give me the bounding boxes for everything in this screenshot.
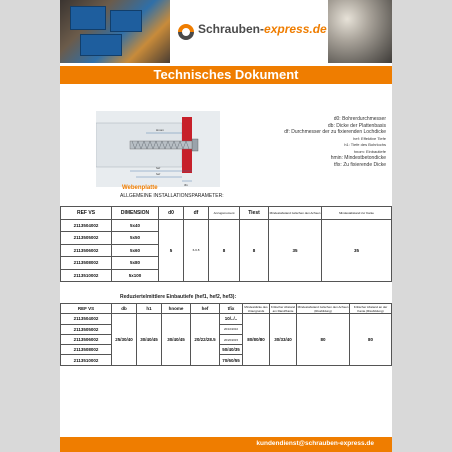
- axis-distance-cell: 35: [269, 219, 322, 282]
- smin-cell: 80: [297, 314, 350, 365]
- legend-item: hmin: Mindestbetondicke: [330, 155, 386, 161]
- install-params-heading: ALLGEMEINE INSTALLATIONSPARAMETER:: [120, 193, 224, 199]
- dimension-cell: 5x100: [112, 269, 159, 282]
- col-ccr: Kritischer Abstand am Rand/Kante: [270, 304, 296, 313]
- drawing-label-hef-2: hef: [156, 172, 161, 176]
- install-params-table: [60, 206, 392, 282]
- col-hnome: hnome: [162, 304, 191, 314]
- legend-item: df: Durchmesser der zu fixierenden Lochdicke: [284, 129, 386, 135]
- logo-text-accent: express.de: [264, 22, 327, 36]
- table-row: [61, 314, 392, 324]
- col-edge-distance: Mindestabstand zur Kante: [322, 207, 392, 220]
- df-cell: 6-6.8: [184, 219, 209, 282]
- footer-bar: [60, 437, 392, 452]
- table-header-row: [61, 304, 392, 314]
- header-photo-strip: [60, 0, 392, 63]
- cmin-cell: 80: [350, 314, 392, 365]
- col-hmin: Mindestdicke des Untergrunds: [244, 304, 268, 313]
- torque-cell: 8: [209, 219, 240, 282]
- page-title: Technisches Dokument: [60, 66, 392, 84]
- legend-item: hnom: Einbautiefe: [353, 148, 386, 154]
- ccr-cell: 30/33/40: [270, 314, 297, 365]
- dimension-cell: 5x50: [112, 232, 159, 245]
- ref-cell: 2113510002: [61, 269, 112, 282]
- col-anzugsmoment: Anzugsmoment: [209, 207, 240, 220]
- ref-cell: 2113504002: [61, 219, 112, 232]
- ref-cell: 2113506002: [61, 334, 112, 344]
- hef-cell: 20/22/28.5: [191, 314, 220, 365]
- col-d0: d0: [159, 207, 184, 220]
- hmin-cell: 80/80/80: [243, 314, 270, 365]
- d0-cell: 5: [159, 219, 184, 282]
- col-ref: REF VS: [61, 304, 112, 314]
- db-cell: 25/30/40: [112, 314, 137, 365]
- col-smin: Mindestabstand zwischen den Achsen (Rissbildung): [297, 304, 349, 313]
- tfix-cell: 20/10/2010: [220, 324, 243, 334]
- col-ref: REF VS: [61, 207, 112, 220]
- tfix-cell: 10/../..: [220, 314, 243, 324]
- ref-cell: 2113504002: [61, 314, 112, 324]
- legend-item: tfix: Zu fixierende Dicke: [334, 161, 386, 168]
- col-db: db: [112, 304, 137, 314]
- drawing-label-tfix: tfix: [184, 183, 188, 187]
- col-axis-distance: Mindestabstand zwischen den Achsen: [269, 207, 322, 220]
- edge-distance-cell: 35: [322, 219, 392, 282]
- legend-item: db: Dicke der Plattenbasis: [327, 122, 386, 129]
- ref-cell: 2113510002: [61, 355, 112, 365]
- dimension-cell: 5x40: [112, 219, 159, 232]
- screws-photo: [328, 0, 392, 63]
- col-tiest: Tiest: [240, 207, 269, 220]
- table-header-row: [61, 207, 392, 220]
- footer-email-link[interactable]: kundendienst@schrauben-express.de: [256, 440, 374, 447]
- ref-cell: 2113505002: [61, 232, 112, 245]
- drawing-label-hnom: Hnom: [156, 128, 165, 132]
- legend-item: h1: Tiefe des Bohrlochs: [344, 142, 386, 147]
- ref-cell: 2113505002: [61, 324, 112, 334]
- drawing-caption: Webenplatte: [122, 185, 158, 191]
- tfix-cell: 70/60/55: [220, 355, 243, 365]
- col-hef: hef: [191, 304, 220, 314]
- tfix-cell: 50/40/35: [220, 345, 243, 355]
- col-cmin: Kritischer Abstand an der Kante (Rissbildung): [350, 304, 392, 314]
- drawing-label-hef: hef: [156, 166, 161, 170]
- hnome-cell: 30/40/45: [162, 314, 191, 365]
- logo-text-main: Schrauben-: [198, 22, 265, 36]
- ref-cell: 2113508002: [61, 257, 112, 270]
- ref-cell: 2113506002: [61, 244, 112, 257]
- tfix-cell: 20/20/2015: [220, 334, 243, 344]
- ref-cell: 2113508002: [61, 345, 112, 355]
- dimension-cell: 5x60: [112, 244, 159, 257]
- tiest-cell: 8: [240, 219, 269, 282]
- col-tfix: tfix: [220, 304, 243, 314]
- h1-cell: 30/40/45: [137, 314, 162, 365]
- dimension-cell: 5x80: [112, 257, 159, 270]
- logo-mark-icon: [176, 22, 196, 42]
- document-page: [60, 0, 392, 452]
- col-h1: h1: [137, 304, 162, 314]
- parameter-legend: [246, 116, 386, 168]
- table-row: [61, 219, 392, 232]
- col-df: df: [184, 207, 209, 220]
- tools-photo: [60, 0, 170, 63]
- legend-item: d0: Bohrerdurchmesser: [333, 116, 386, 122]
- col-dimension: DIMENSION: [112, 207, 159, 220]
- anchor-drawing: [96, 111, 220, 187]
- reduced-depth-table: [60, 303, 392, 366]
- legend-item: hef: Effektive Tiefe: [353, 135, 386, 141]
- logo: [170, 0, 328, 63]
- reduced-depth-heading: Reduziertelmittlere Einbautiefe (hef1, hef2, hef3):: [120, 294, 237, 300]
